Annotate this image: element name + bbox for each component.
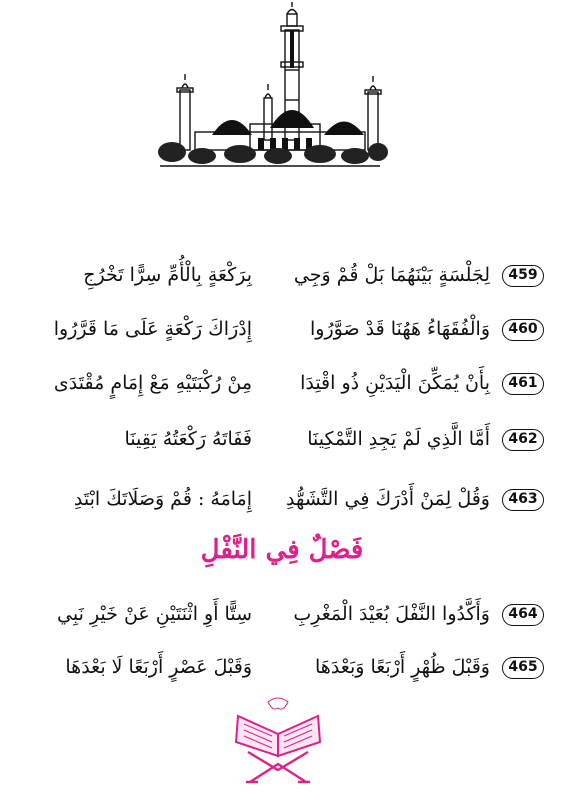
- verse-row: [22, 258, 552, 294]
- verse-number-badge: 465: [502, 657, 544, 679]
- verse-number-badge: 464: [502, 604, 544, 626]
- verse-row: [22, 312, 552, 348]
- verse-row: [22, 650, 552, 686]
- verse-second-hemistich: فَفَاتَهُ رَكْعَتُهُ يَقِينَا: [124, 428, 252, 450]
- chapter-heading: فَصْلٌ فِي النَّفْلِ: [200, 535, 364, 565]
- verse-second-hemistich: وَقَبْلَ عَصْرٍ أَرْبَعًا لَا بَعْدَهَا: [65, 656, 252, 678]
- verse-first-hemistich: لِجَلْسَةٍ بَيْنَهُمَا بَلْ قُمْ وَجِي: [293, 264, 490, 286]
- verse-row: [22, 597, 552, 633]
- verse-number-badge: 461: [502, 373, 544, 395]
- verse-second-hemistich: مِنْ رُكْبَتَيْهِ مَعْ إِمَامٍ مُقْتَدَى: [53, 372, 252, 394]
- verse-first-hemistich: أَمَّا الَّذِي لَمْ يَجِدِ التَّمْكِينَا: [307, 428, 490, 450]
- verse-second-hemistich: سِتًّا أَوِ اثْنَتَيْنِ عَنْ خَيْرِ نَبِي: [57, 603, 252, 625]
- verse-first-hemistich: وَأَكَّدُوا النَّفْلَ بُعَيْدَ الْمَغْرِبِ: [293, 603, 490, 625]
- verse-second-hemistich: إِدْرَاكَ رَكْعَةٍ عَلَى مَا قَرَّرُوا: [53, 318, 252, 340]
- mosque-icon: [150, 0, 390, 176]
- verse-second-hemistich: بِرَكْعَةٍ بِالْأُمِّ سِرًّا تَخْرُجِ: [83, 264, 252, 286]
- verse-first-hemistich: بِأَنْ يُمَكِّنَ الْيَدَيْنِ ذُو اقْتِدَا: [300, 372, 490, 394]
- verse-number-badge: 462: [502, 429, 544, 451]
- verse-row: [22, 482, 552, 518]
- verse-first-hemistich: وَالْفُقَهَاءُ هَهُنَا قَدْ صَوَّرُوا: [310, 318, 490, 340]
- verse-row: [22, 422, 552, 458]
- verse-second-hemistich: إِمَامَهُ : قُمْ وَصَلَاتَكَ ابْتَدِ: [73, 488, 252, 510]
- verse-first-hemistich: وَقَبْلَ ظُهْرٍ أَرْبَعًا وَبَعْدَهَا: [315, 656, 490, 678]
- verse-number-badge: 463: [502, 489, 544, 511]
- verse-number-badge: 460: [502, 319, 544, 341]
- verse-number-badge: 459: [502, 265, 544, 287]
- quran-on-stand-icon: [228, 694, 328, 786]
- verse-row: [22, 366, 552, 402]
- verse-first-hemistich: وَقُلْ لِمَنْ أَدْرَكَ فِي التَّشَهُّدِ: [285, 488, 490, 510]
